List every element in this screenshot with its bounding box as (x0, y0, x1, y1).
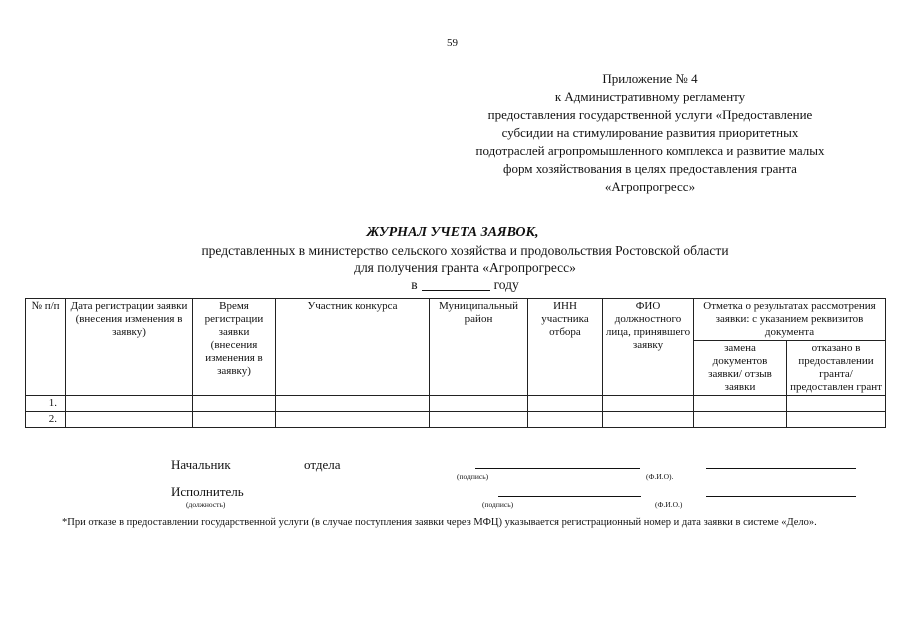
table-header-row (26, 299, 886, 341)
appendix-line: к Административному регламенту (554, 89, 746, 104)
col-district-header: Муниципальный район (430, 299, 528, 396)
table-cell (430, 396, 528, 412)
appendix-line: «Агропрогресс» (604, 179, 696, 194)
appendix-header (440, 70, 860, 196)
year-prefix: в (411, 277, 418, 292)
table-cell (603, 396, 694, 412)
col-mark-replace-header: замена документов заявки/ отзыв заявки (694, 341, 787, 396)
signature-line (498, 496, 641, 497)
executor-label: Исполнитель (171, 484, 244, 499)
journal-year-line (150, 276, 780, 293)
col-mark-refused-header: отказано в предоставлении гранта/ предоставлен грант (787, 341, 886, 396)
head-label: Начальник (171, 457, 231, 472)
col-participant-header: Участник конкурса (276, 299, 430, 396)
name-hint: (Ф.И.О). (646, 472, 674, 481)
journal-subtitle-line: для получения гранта «Агропрогресс» (354, 260, 576, 275)
table-cell (694, 412, 787, 428)
journal-title: ЖУРНАЛ УЧЕТА ЗАЯВОК, (366, 225, 539, 240)
table-cell (276, 412, 430, 428)
table-cell (193, 412, 276, 428)
appendix-line: форм хозяйствования в целях предоставления гранта (503, 161, 797, 176)
table-cell (193, 396, 276, 412)
year-suffix: году (493, 277, 519, 292)
journal-subtitle-line: представленных в министерство сельского хозяйства и продовольствия Ростовской области (201, 243, 729, 258)
table-row (26, 412, 886, 428)
footnote: *При отказе в предоставлении государственной услуги (в случае поступления заявки через МФЦ) указывается регистрационный номер и дата заявки в системе «Дело». (62, 517, 817, 528)
name-line (706, 496, 856, 497)
col-inn-header: ИНН участника отбора (528, 299, 603, 396)
name-line (706, 468, 856, 469)
col-num-header: № п/п (26, 299, 66, 396)
page-number: 59 (447, 37, 458, 49)
col-official-header: ФИО должностного лица, принявшего заявку (603, 299, 694, 396)
table-cell (430, 412, 528, 428)
signature-hint: (подпись) (457, 472, 489, 481)
name-hint: (Ф.И.О.) (655, 500, 683, 509)
dept-label: отдела (304, 457, 341, 472)
table-cell (528, 412, 603, 428)
table-cell (603, 412, 694, 428)
table-cell (66, 412, 193, 428)
table-cell (276, 396, 430, 412)
col-mark-header: Отметка о результатах рассмотрения заявки: с указанием реквизитов документа (694, 299, 886, 341)
table-cell (694, 396, 787, 412)
table-cell (66, 396, 193, 412)
appendix-line: Приложение № 4 (602, 71, 698, 86)
table-row (26, 396, 886, 412)
col-time-header: Время регистрации заявки (внесения изменения в заявку) (193, 299, 276, 396)
journal-table (25, 298, 886, 428)
col-date-header: Дата регистрации заявки (внесения изменения в заявку) (66, 299, 193, 396)
appendix-line: предоставления государственной услуги «Предоставление (487, 107, 813, 122)
year-blank-field (422, 278, 490, 291)
position-hint: (должность) (186, 500, 226, 509)
table-cell (787, 396, 886, 412)
journal-subtitle (150, 242, 780, 293)
row-number: 2. (26, 412, 66, 428)
appendix-line: подотраслей агропромышленного комплекса и развитие малых (475, 143, 825, 158)
signature-line (475, 468, 640, 469)
appendix-line: субсидии на стимулирование развития приоритетных (501, 125, 799, 140)
table-cell (787, 412, 886, 428)
table-cell (528, 396, 603, 412)
signature-hint: (подпись) (482, 500, 514, 509)
row-number: 1. (26, 396, 66, 412)
